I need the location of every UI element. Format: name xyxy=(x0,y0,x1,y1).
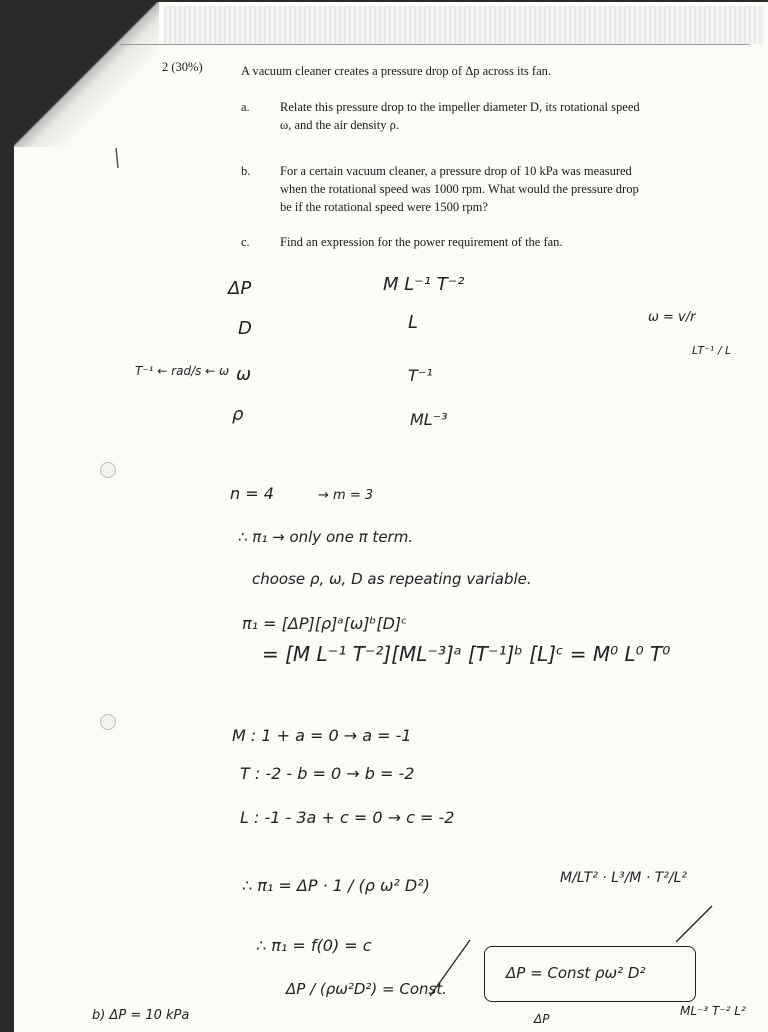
variable-dimension: L xyxy=(408,312,419,333)
problem-number: 2 (30%) xyxy=(162,60,203,74)
variable-dimension: T⁻¹ xyxy=(408,366,433,385)
variable-name: ρ xyxy=(232,404,244,425)
variable-dimension: M L⁻¹ T⁻² xyxy=(383,274,465,295)
pi-function: ∴ π₁ = f(0) = c xyxy=(256,936,372,955)
variable-name: ω xyxy=(236,364,252,385)
pi-dimensions: = [M L⁻¹ T⁻²][ML⁻³]ᵃ [T⁻¹]ᵇ [L]ᶜ = M⁰ L⁰ T⁰ xyxy=(262,642,671,666)
part-c-label: c. xyxy=(241,235,250,249)
repeating-variables: choose ρ, ω, D as repeating variable. xyxy=(252,570,532,588)
bottom-mid-text: ΔP xyxy=(534,1012,550,1026)
constant-relation: ΔP / (ρω²D²) = Const. xyxy=(286,980,447,998)
pen-stroke xyxy=(116,148,118,168)
equation-M: M : 1 + a = 0 → a = -1 xyxy=(232,726,412,745)
boxed-answer-text: ΔP = Const ρω² D² xyxy=(506,964,646,982)
variable-name: ΔP xyxy=(228,278,252,299)
equation-L: L : -1 - 3a + c = 0 → c = -2 xyxy=(240,808,455,827)
part-b-label: b. xyxy=(241,164,251,178)
bottom-right-text: ML⁻³ T⁻² L² xyxy=(680,1004,746,1018)
problem-statement: A vacuum cleaner creates a pressure drop of Δp across its fan. xyxy=(241,64,551,78)
variable-dimension: ML⁻³ xyxy=(410,410,448,429)
m-count: → m = 3 xyxy=(318,488,374,503)
part-c-text: Find an expression for the power requirement of the fan. xyxy=(280,235,563,249)
pen-stroke xyxy=(676,906,712,942)
equation-T: T : -2 - b = 0 → b = -2 xyxy=(240,764,415,783)
part-a-text: Relate this pressure drop to the impeller diameter D, its rotational speed ω, and the air density ρ. xyxy=(280,100,640,132)
pi-result: ∴ π₁ = ΔP · 1 / (ρ ω² D²) xyxy=(242,876,430,895)
dimension-cancel-note: M/LT² · L³/M · T²/L² xyxy=(560,870,688,886)
pen-stroke xyxy=(430,940,470,996)
part-b-start: b) ΔP = 10 kPa xyxy=(92,1008,190,1023)
part-b-text: For a certain vacuum cleaner, a pressure drop of 10 kPa was measured when the rotational speed was 1000 rpm. What would the pressure drop be if the rotational speed were 1500 rpm? xyxy=(280,164,639,214)
variable-name: D xyxy=(238,318,252,339)
n-count: n = 4 xyxy=(230,484,274,503)
part-a-label: a. xyxy=(241,100,250,114)
side-note-left: T⁻¹ ← rad/s ← ω xyxy=(135,364,230,378)
pi-definition: π₁ = [ΔP][ρ]ᵃ[ω]ᵇ[D]ᶜ xyxy=(242,614,408,633)
side-note-units: LT⁻¹ / L xyxy=(692,344,732,357)
side-note-right: ω = v/r xyxy=(648,310,696,325)
pi-count: ∴ π₁ → only one π term. xyxy=(238,528,414,546)
